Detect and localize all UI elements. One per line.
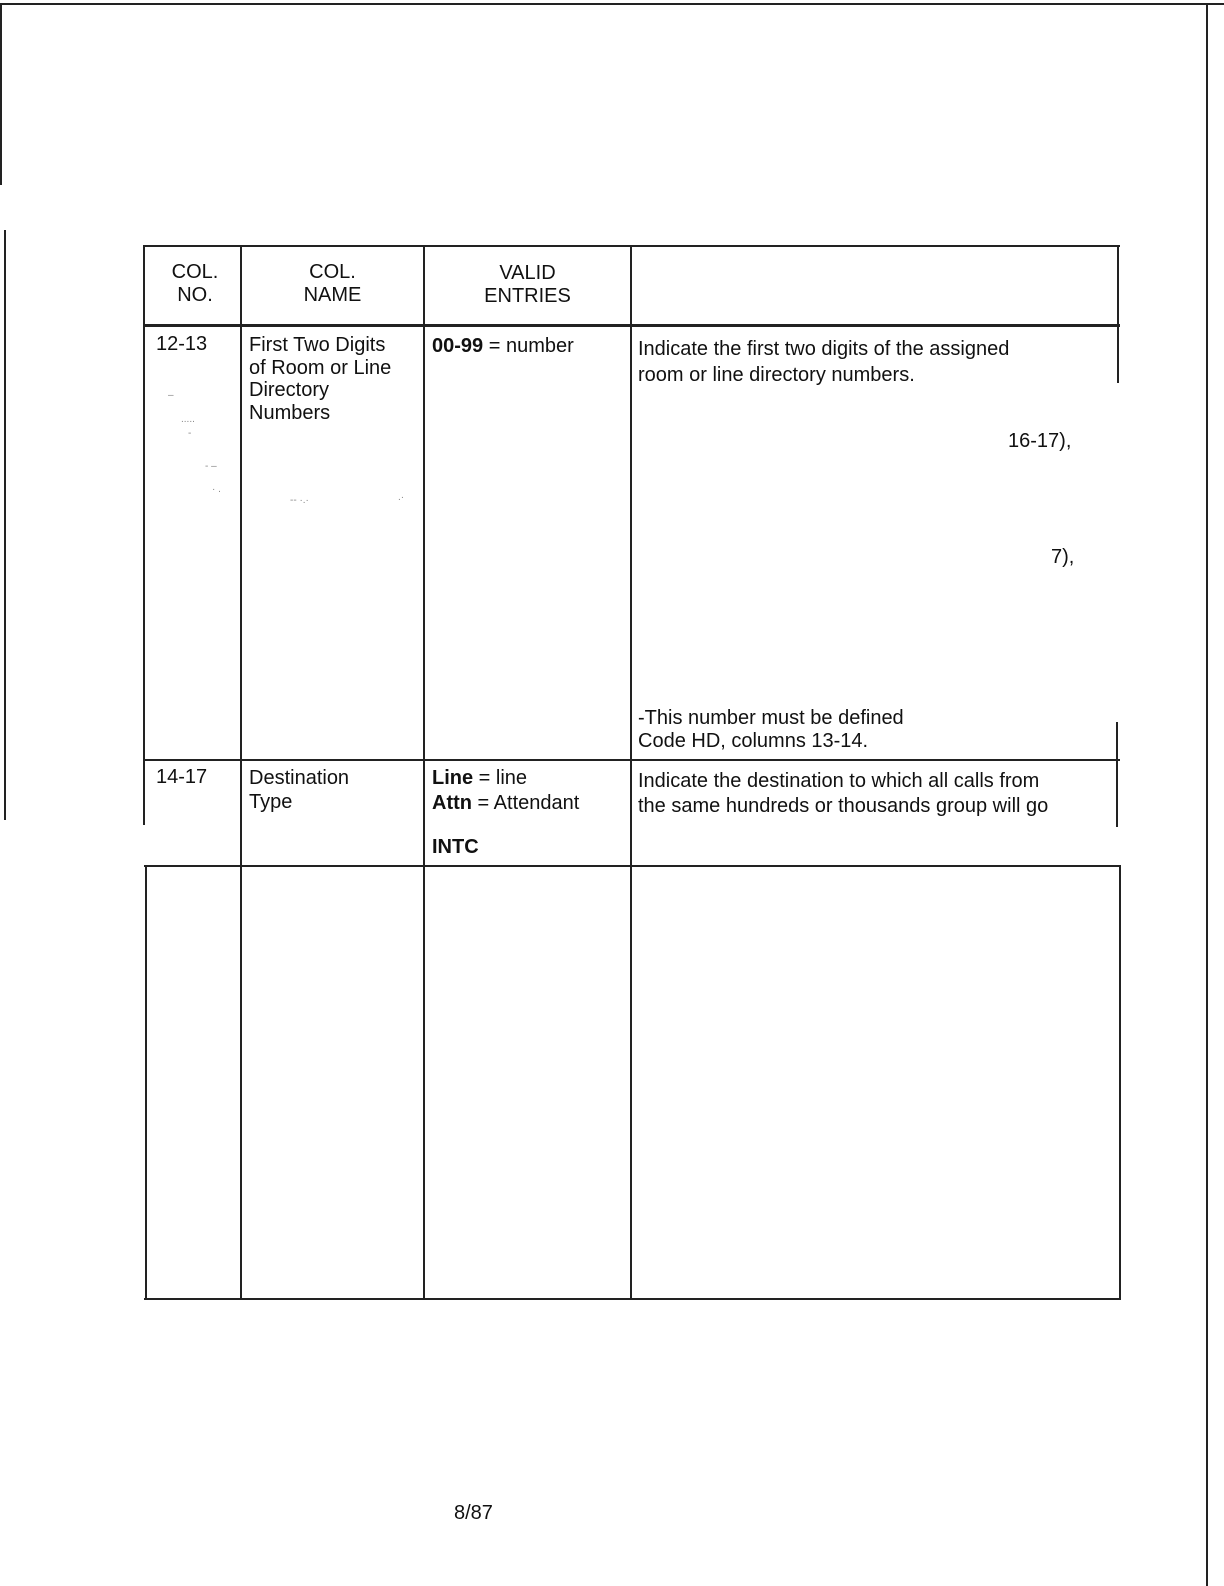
row-1-description: Indicate the first two digits of the assigned room or line directory numbers.: [638, 338, 1010, 386]
entry-line: Line = line: [432, 767, 528, 789]
row-1-note: -This number must be defined Code HD, columns 13-14.: [638, 707, 904, 752]
table-right-rule-mid: [1116, 722, 1118, 827]
header-col-name: COL. NAME: [303, 261, 362, 306]
row-1-fragment-2: 7),: [1051, 546, 1075, 568]
row-divider-1: [144, 759, 1120, 761]
scan-speck: - –: [205, 461, 217, 472]
table-top-rule: [144, 245, 1120, 247]
row-1-fragment-1: 16-17),: [1008, 430, 1072, 452]
scan-speck: .....: [181, 414, 195, 425]
footer-date: 8/87: [454, 1502, 493, 1524]
table-bottom-rule: [144, 1298, 1121, 1300]
row-1-col-no: 12-13: [156, 333, 208, 355]
scan-speck: –: [168, 390, 174, 401]
scan-speck: · .: [212, 484, 221, 495]
entry-attn: Attn = Attendant: [432, 792, 580, 814]
scan-speck: -- ·.·: [290, 495, 309, 506]
table-left-rule-lower: [145, 865, 147, 1300]
row-1-col-name: First Two Digits of Room or Line Directory Numbers: [249, 334, 392, 424]
row-divider-2: [144, 865, 1120, 867]
column-rule-3: [630, 245, 632, 1300]
column-rule-2: [423, 245, 425, 1300]
column-rule-1: [240, 245, 242, 1300]
page-border-left: [0, 3, 2, 185]
page-border-right: [1206, 3, 1208, 1586]
entry-intc: INTC: [432, 836, 479, 858]
header-valid-entries: VALID ENTRIES: [484, 262, 571, 307]
row-2-description: Indicate the destination to which all calls from the same hundreds or thousands group will go: [638, 770, 1049, 817]
table-right-rule-top: [1117, 245, 1119, 383]
row-1-valid-entry: 00-99 = number: [432, 335, 574, 357]
row-2-col-name: Destination Type: [249, 767, 350, 813]
page-border-left-lower: [4, 230, 6, 820]
page-border-top: [0, 3, 1224, 5]
row-2-valid-entries: [432, 766, 579, 816]
table-left-rule: [143, 245, 145, 825]
header-bottom-rule: [144, 324, 1120, 327]
row-2-col-no: 14-17: [156, 766, 208, 788]
scan-speck: .·: [398, 492, 405, 503]
scan-speck: -: [188, 428, 192, 439]
header-col-no: COL. NO.: [171, 261, 219, 306]
table-right-rule-lower: [1119, 865, 1121, 1300]
